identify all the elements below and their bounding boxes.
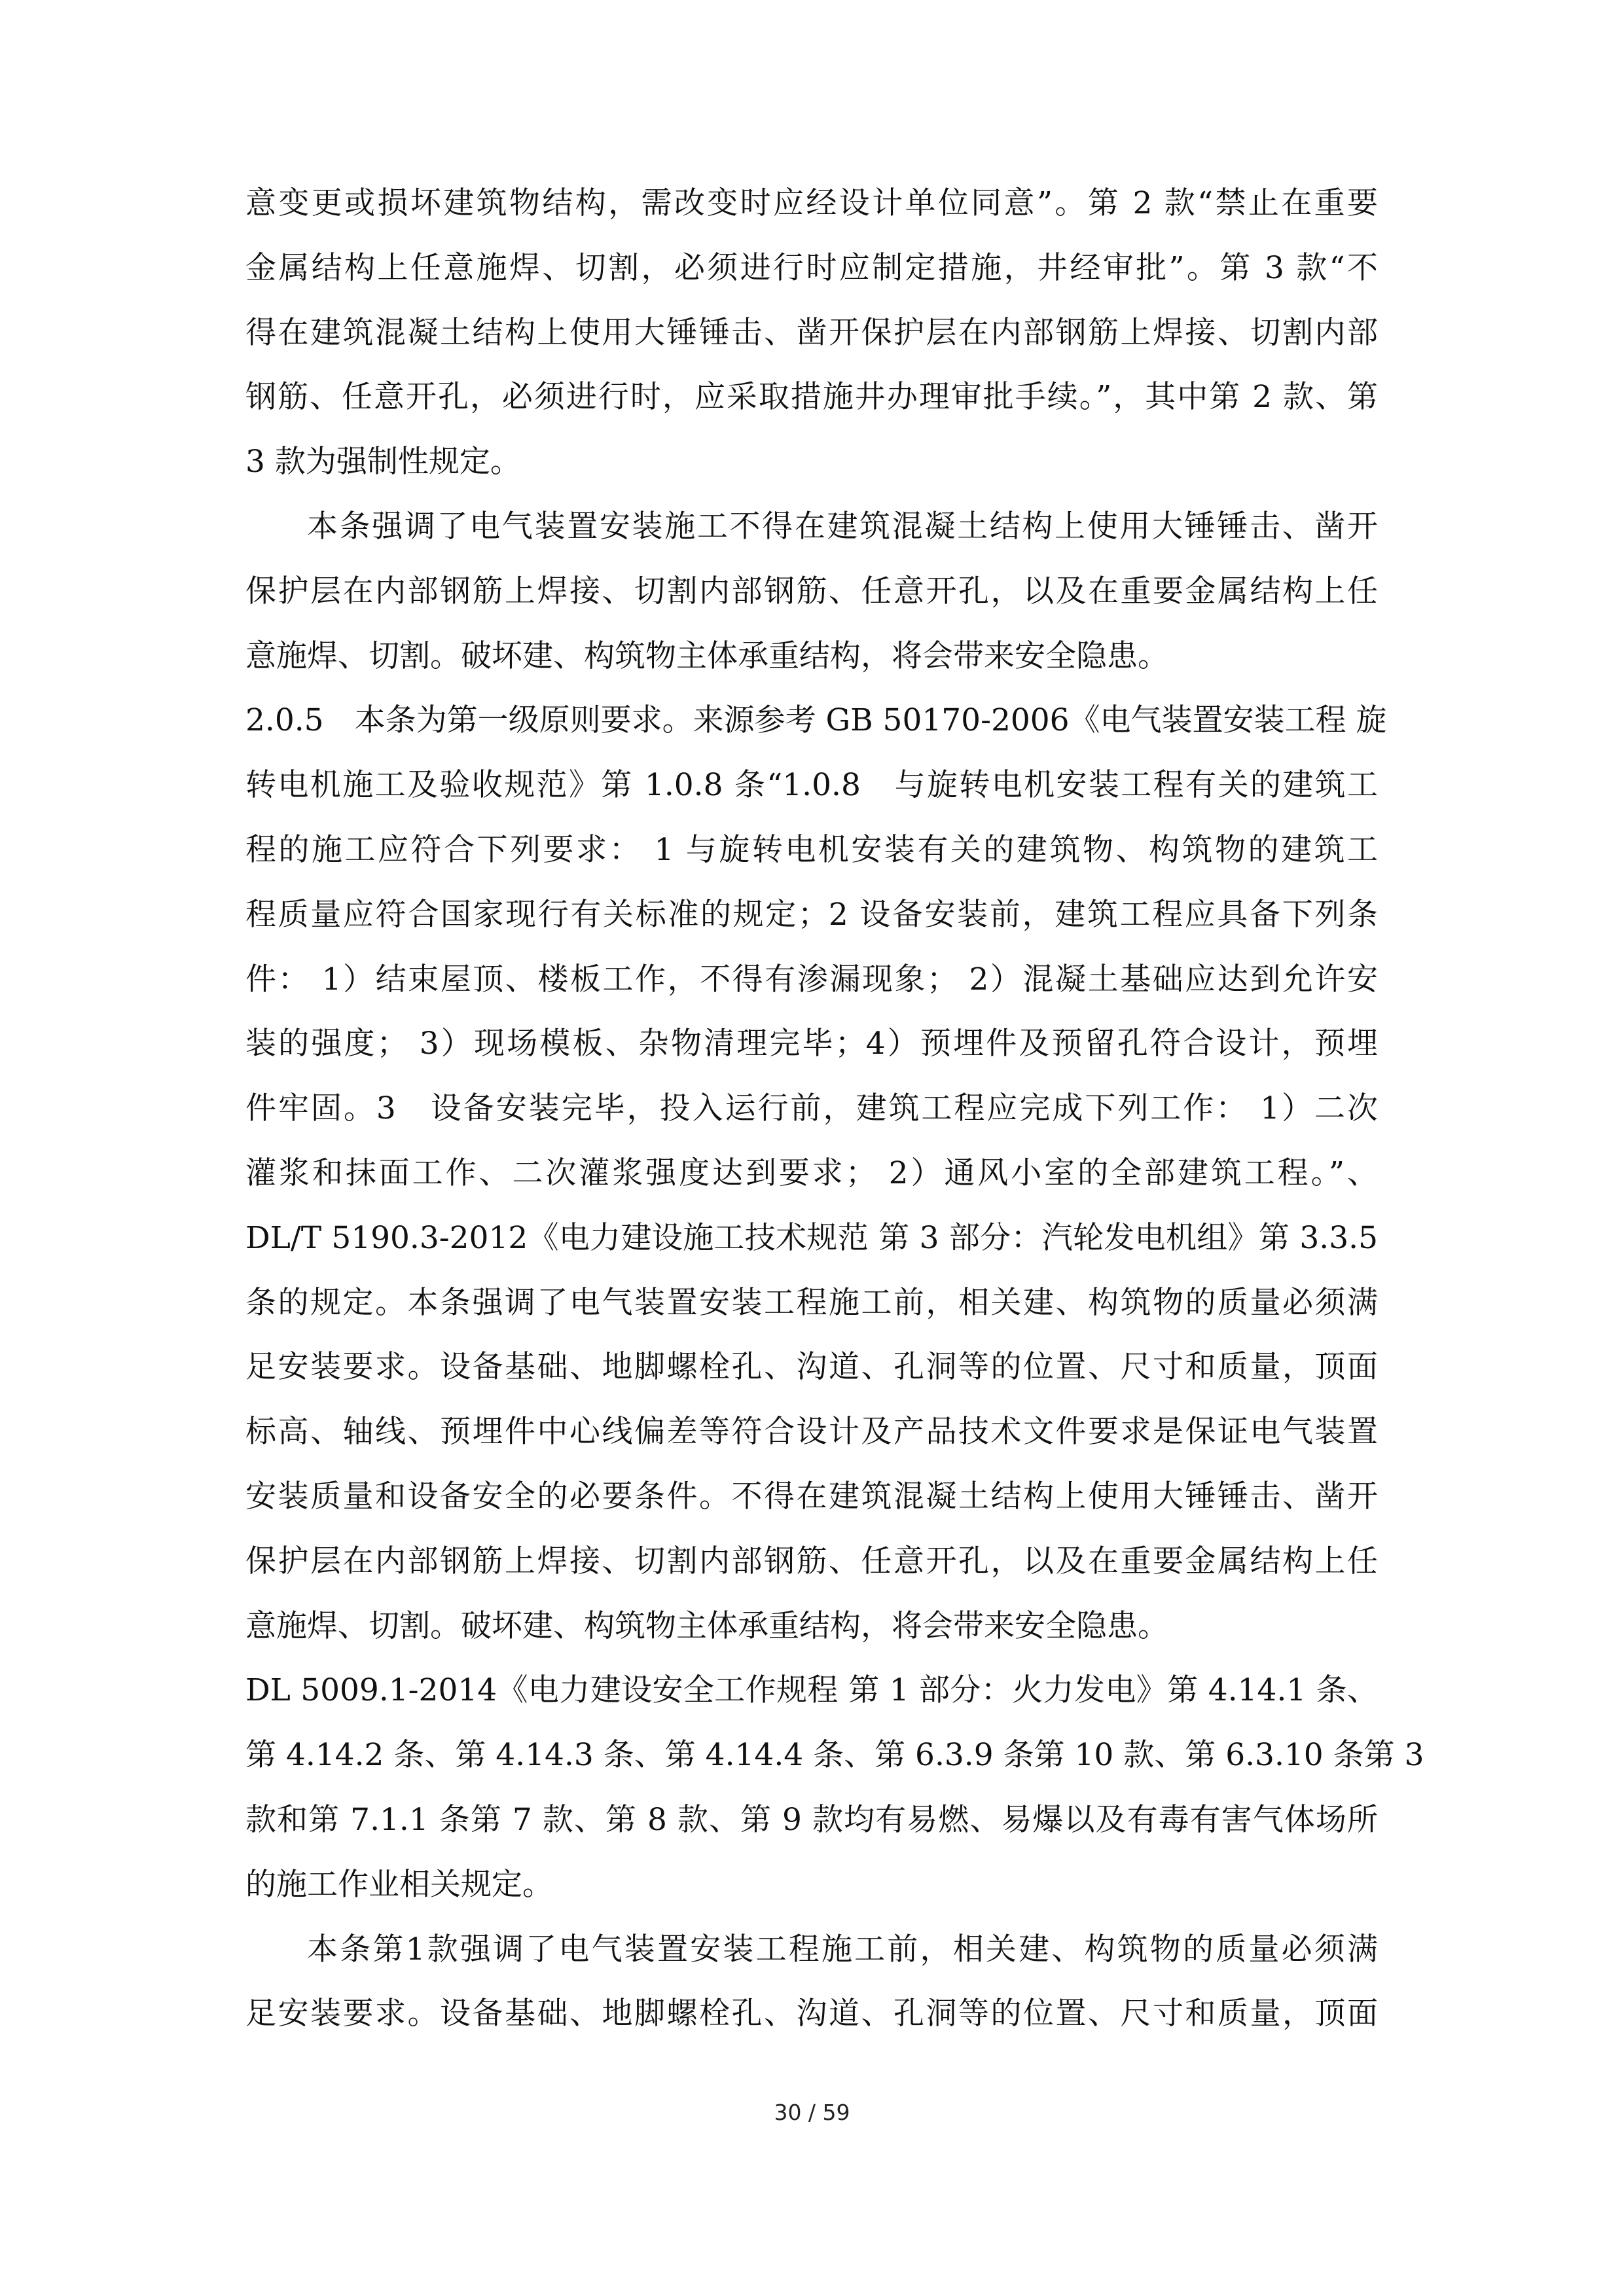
text-line: 足安装要求。设备基础、地脚螺栓孔、沟道、孔洞等的位置、尺寸和质量，顶面 <box>245 1349 1378 1386</box>
text-line: 得在建筑混凝土结构上使用大锤锤击、凿开保护层在内部钢筋上焊接、切割内部 <box>245 314 1378 351</box>
text-line: 意施焊、切割。破坏建、构筑物主体承重结构，将会带来安全隐患。 <box>245 637 1168 674</box>
text-line: 的施工作业相关规定。 <box>245 1866 553 1903</box>
text-line: 标高、轴线、预埋件中心线偏差等符合设计及产品技术文件要求是保证电气装置 <box>245 1414 1378 1450</box>
text-line: 安装质量和设备安全的必要条件。不得在建筑混凝土结构上使用大锤锤击、凿开 <box>245 1478 1378 1515</box>
text-line: 装的强度； 3）现场模板、杂物清理完毕；4）预埋件及预留孔符合设计，预埋 <box>245 1026 1378 1062</box>
text-line: 件牢固。3 设备安装完毕，投入运行前，建筑工程应完成下列工作： 1）二次 <box>245 1090 1378 1127</box>
text-line: 款和第 7.1.1 条第 7 款、第 8 款、第 9 款均有易燃、易爆以及有毒有害气体场所 <box>245 1801 1378 1838</box>
text-line: DL 5009.1-2014《电力建设安全工作规程 第 1 部分：火力发电》第 4.14.1 条、 <box>245 1672 1378 1709</box>
text-line: 意变更或损坏建筑物结构，需改变时应经设计单位同意”。第 2 款“禁止在重要 <box>245 185 1378 221</box>
text-line: 程的施工应符合下列要求： 1 与旋转电机安装有关的建筑物、构筑物的建筑工 <box>245 831 1378 868</box>
text-line: 转电机施工及验收规范》第 1.0.8 条“1.0.8 与旋转电机安装工程有关的建筑工 <box>245 767 1378 804</box>
text-line: 保护层在内部钢筋上焊接、切割内部钢筋、任意开孔，以及在重要金属结构上任 <box>245 573 1378 609</box>
page-number: 30 / 59 <box>774 2100 850 2125</box>
text-line: 第 4.14.2 条、第 4.14.3 条、第 4.14.4 条、第 6.3.9 条第 10 款、第 6.3.10 条第 3 <box>245 1737 1424 1774</box>
text-line: 钢筋、任意开孔，必须进行时，应采取措施井办理审批手续。”，其中第 2 款、第 <box>245 379 1378 416</box>
text-line: 保护层在内部钢筋上焊接、切割内部钢筋、任意开孔，以及在重要金属结构上任 <box>245 1543 1378 1579</box>
text-line: 足安装要求。设备基础、地脚螺栓孔、沟道、孔洞等的位置、尺寸和质量，顶面 <box>245 1996 1378 2032</box>
text-line: 2.0.5 本条为第一级原则要求。来源参考 GB 50170-2006《电气装置安装工程 旋 <box>245 702 1387 739</box>
text-line: 意施焊、切割。破坏建、构筑物主体承重结构，将会带来安全隐患。 <box>245 1607 1168 1644</box>
text-line: 金属结构上任意施焊、切割，必须进行时应制定措施，井经审批”。第 3 款“不 <box>245 249 1378 286</box>
text-line: 程质量应符合国家现行有关标准的规定；2 设备安装前，建筑工程应具备下列条 <box>245 896 1378 933</box>
document-body <box>245 171 1424 2047</box>
text-line: 本条强调了电气装置安装施工不得在建筑混凝土结构上使用大锤锤击、凿开 <box>307 508 1378 545</box>
text-line: 条的规定。本条强调了电气装置安装工程施工前，相关建、构筑物的质量必须满 <box>245 1284 1378 1321</box>
text-line: 灌浆和抹面工作、二次灌浆强度达到要求； 2）通风小室的全部建筑工程。”、 <box>245 1155 1378 1191</box>
text-line: DL/T 5190.3-2012《电力建设施工技术规范 第 3 部分：汽轮发电机组》第 3.3.5 <box>245 1219 1378 1256</box>
text-line: 3 款为强制性规定。 <box>245 444 521 480</box>
text-line: 件： 1）结束屋顶、楼板工作，不得有渗漏现象； 2）混凝土基础应达到允许安 <box>245 961 1378 997</box>
text-line: 本条第1款强调了电气装置安装工程施工前，相关建、构筑物的质量必须满 <box>307 1931 1378 1967</box>
